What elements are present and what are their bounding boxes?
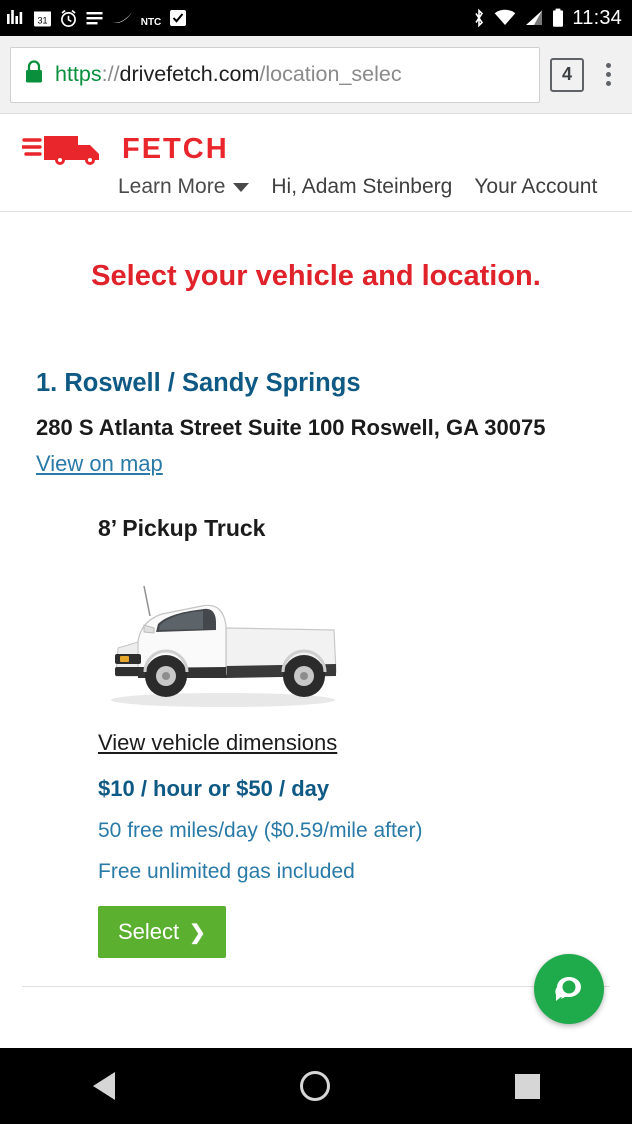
url-text — [55, 62, 402, 87]
location-title: 1. Roswell / Sandy Springs — [36, 369, 361, 397]
vehicle-gas: Free unlimited gas included — [98, 860, 355, 883]
status-bar-clock: 11:34 — [572, 6, 622, 29]
nav-learn-more-label: Learn More — [118, 175, 226, 198]
web-page — [0, 114, 632, 1048]
fetch-truck-logo — [22, 128, 110, 171]
url-path: /location_selec — [259, 62, 402, 86]
chat-bubble-icon[interactable] — [534, 954, 604, 1024]
page-title: Select your vehicle and location. — [91, 260, 541, 292]
alarm-icon — [59, 9, 78, 28]
view-vehicle-dimensions-link[interactable]: View vehicle dimensions — [98, 730, 338, 755]
nav-your-account[interactable]: Your Account — [474, 175, 598, 198]
battery-icon — [552, 8, 564, 28]
tab-switcher-button[interactable]: 4 — [550, 58, 584, 92]
url-separator: :// — [101, 62, 120, 86]
brand-logo[interactable] — [0, 128, 632, 171]
calendar-icon — [33, 9, 52, 28]
lock-icon — [23, 59, 45, 90]
browser-toolbar — [0, 36, 632, 114]
recents-square-icon[interactable] — [515, 1074, 540, 1099]
ntc-icon — [140, 9, 162, 28]
select-vehicle-button[interactable] — [98, 906, 226, 958]
section-divider — [22, 986, 610, 987]
android-nav-bar — [0, 1048, 632, 1124]
view-on-map-link[interactable]: View on map — [36, 451, 163, 476]
pickup-truck-photo — [98, 568, 596, 718]
svg-text:31: 31 — [37, 15, 48, 25]
site-header — [0, 114, 632, 212]
vehicle-price: $10 / hour or $50 / day — [98, 776, 330, 801]
bluetooth-icon — [472, 8, 486, 28]
select-button-label: Select — [118, 919, 180, 944]
chevron-right-icon: ❯ — [189, 921, 206, 944]
nav-greeting: Hi, Adam Steinberg — [271, 175, 453, 198]
chevron-down-icon — [233, 183, 249, 192]
signal-icon — [524, 9, 544, 27]
site-nav — [0, 175, 632, 199]
brand-name: FETCH — [122, 133, 229, 165]
menu-lines-icon — [85, 9, 104, 28]
url-host: drivefetch.com — [119, 62, 260, 86]
vehicle-mileage: 50 free miles/day ($0.59/mile after) — [98, 819, 423, 842]
vehicle-name: 8’ Pickup Truck — [98, 515, 266, 541]
address-bar[interactable] — [10, 47, 540, 103]
location-section — [0, 369, 632, 477]
home-circle-icon[interactable] — [300, 1071, 330, 1101]
url-scheme: https — [55, 62, 102, 86]
back-triangle-icon[interactable] — [93, 1072, 115, 1100]
svg-text:NTC: NTC — [140, 16, 162, 28]
nike-icon — [111, 11, 133, 25]
overflow-menu-icon[interactable] — [594, 63, 622, 86]
checkbox-icon — [169, 9, 187, 27]
vehicle-card — [0, 515, 632, 958]
equalizer-icon — [6, 8, 26, 28]
nav-learn-more[interactable] — [118, 175, 249, 199]
wifi-icon — [494, 9, 516, 27]
status-bar-system-icons — [472, 7, 622, 30]
location-address: 280 S Atlanta Street Suite 100 Roswell, GA 30075 — [36, 415, 546, 440]
status-bar-notification-icons — [6, 8, 187, 28]
android-status-bar — [0, 0, 632, 36]
